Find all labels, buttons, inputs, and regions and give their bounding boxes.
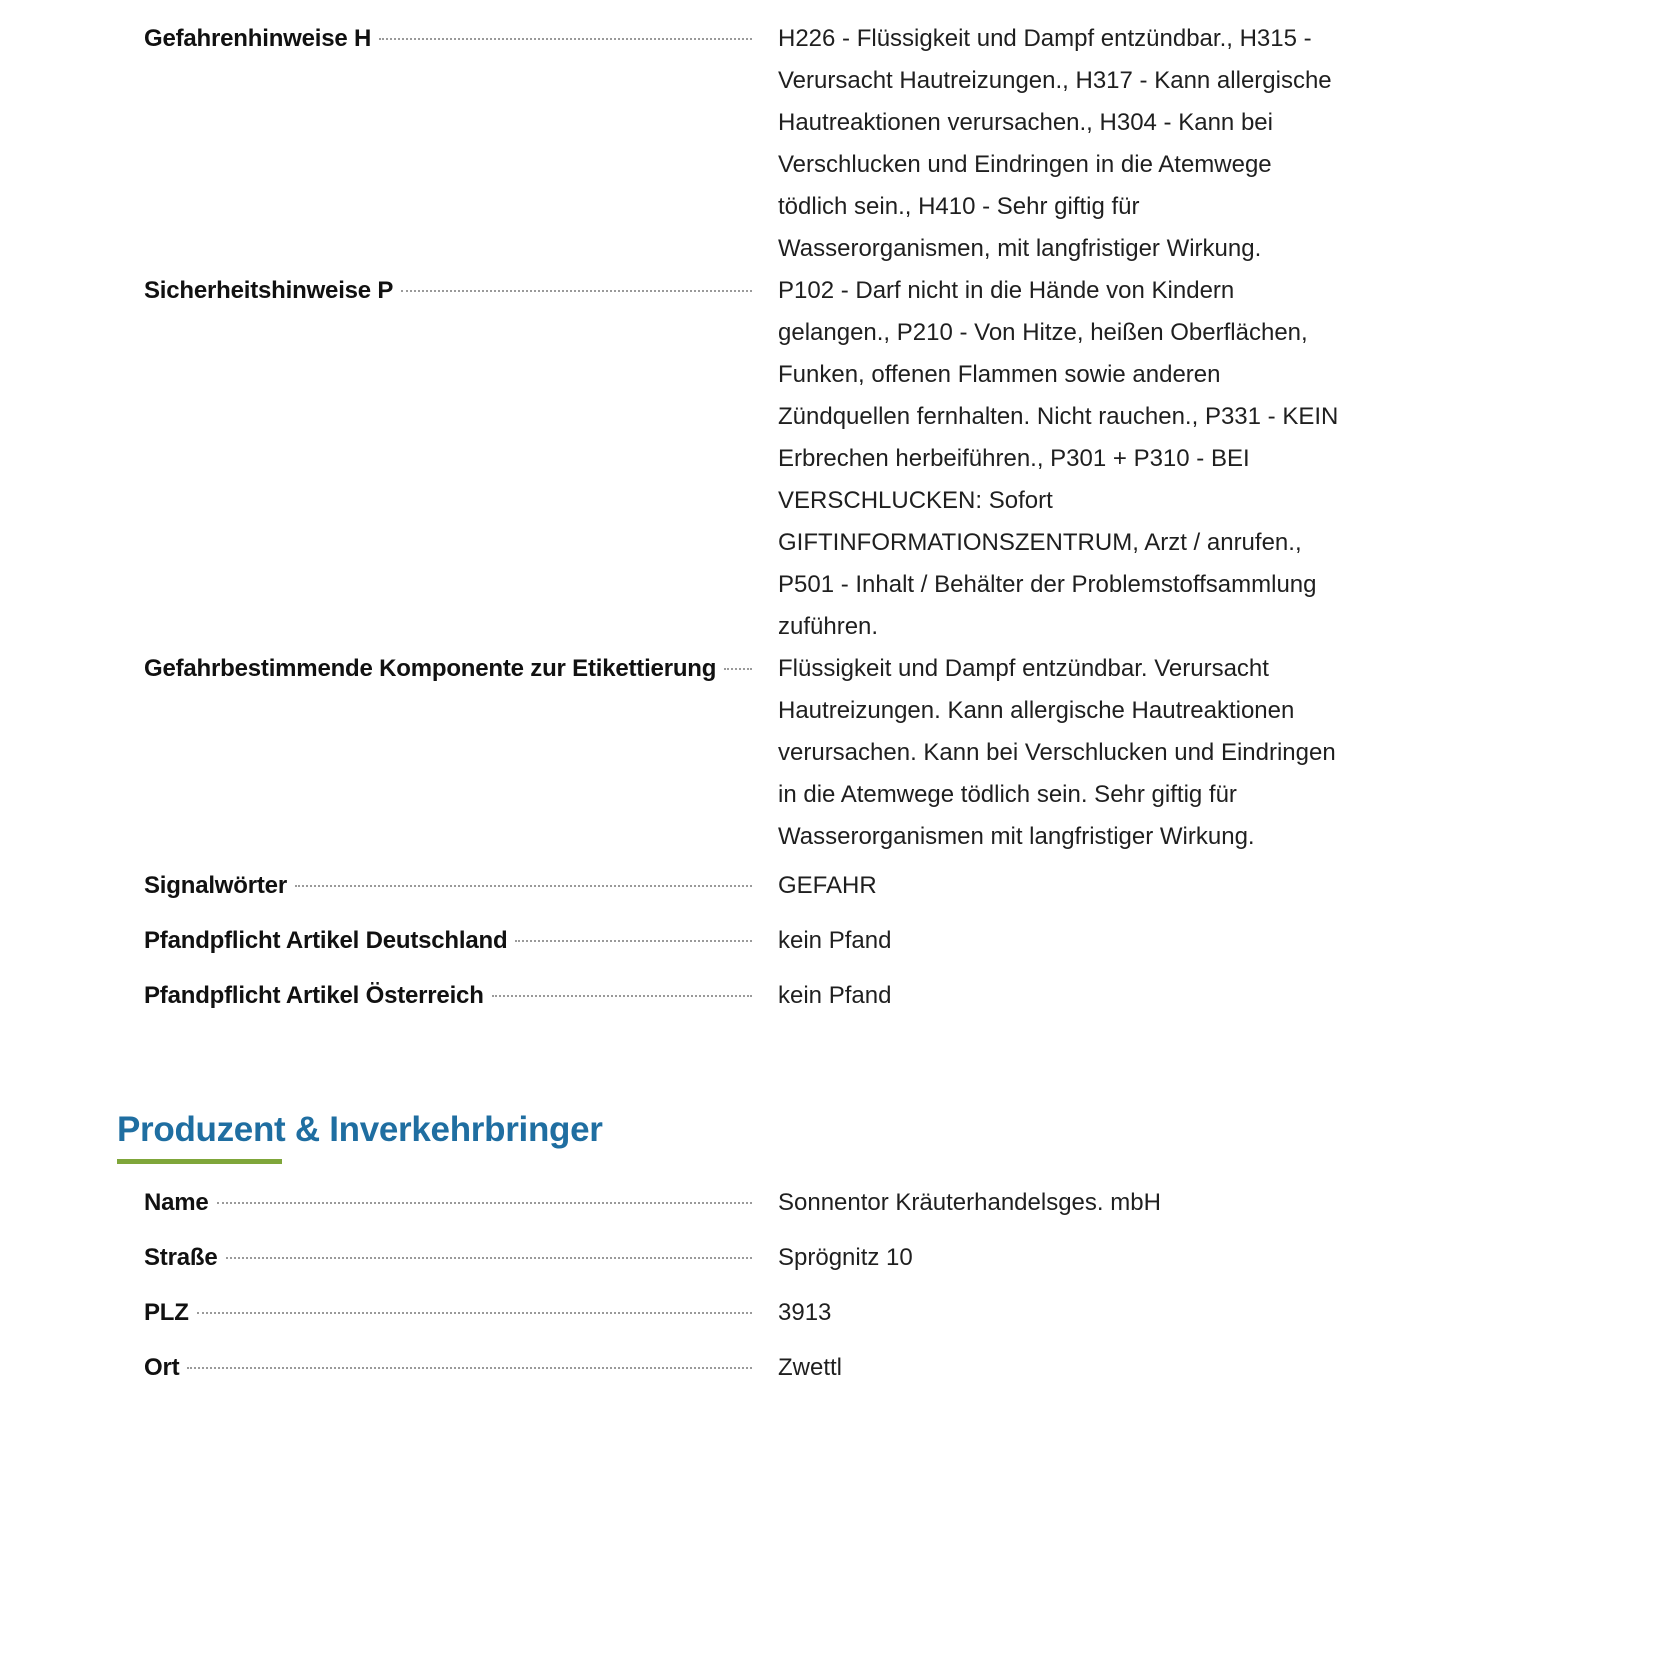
producer-name-row <box>144 1175 1344 1230</box>
dotted-leader <box>492 995 752 997</box>
producer-name-value: Sonnentor Kräuterhandelsges. mbH <box>778 1189 1161 1216</box>
dotted-leader <box>724 668 752 670</box>
dotted-leader <box>187 1367 752 1369</box>
row-label <box>144 1175 752 1230</box>
hazard-statements-label: Gefahrenhinweise H <box>144 25 372 52</box>
hazard-components-value: Flüssigkeit und Dampf entzündbar. Verursacht Hautreizungen. Kann allergische Hautreaktionen verursachen. Kann bei Verschlucken und Eindringen in die Atemwege tödlich sein. Sehr giftig für Wasserorganismen mit langfristiger Wirkung. <box>778 655 1336 850</box>
row-label <box>144 858 752 913</box>
row-label <box>144 1340 752 1395</box>
precautionary-statements-value: P102 - Darf nicht in die Hände von Kindern gelangen., P210 - Von Hitze, heißen Oberflächen, Funken, offenen Flammen sowie anderen Zündquellen fernhalten. Nicht rauchen., P331 - KEIN Erbrechen herbeiführen., P301 + P310 - BEI VERSCHLUCKEN: Sofort GIFTINFORMATIONSZENTRUM, Arzt / anrufen., P501 - Inhalt / Behälter der Problemstoffsammlung zuführen. <box>778 277 1339 640</box>
dotted-leader <box>295 885 752 887</box>
producer-city-row <box>144 1340 1344 1395</box>
deposit-germany-value: kein Pfand <box>778 927 892 954</box>
row-label <box>144 1230 752 1285</box>
deposit-austria-value: kein Pfand <box>778 982 892 1009</box>
producer-postcode-row <box>144 1285 1344 1340</box>
producer-street-value: Sprögnitz 10 <box>778 1244 913 1271</box>
producer-city-value: Zwettl <box>778 1354 843 1381</box>
producer-street-row <box>144 1230 1344 1285</box>
producer-street-label: Straße <box>144 1244 218 1271</box>
producer-city-label: Ort <box>144 1354 180 1381</box>
dotted-leader <box>401 290 752 292</box>
hazard-components-row <box>144 648 1344 858</box>
deposit-austria-row <box>144 968 1344 1023</box>
signal-words-label: Signalwörter <box>144 872 287 899</box>
deposit-austria-label: Pfandpflicht Artikel Österreich <box>144 982 484 1009</box>
section-title-underline <box>117 1159 282 1164</box>
dotted-leader <box>197 1312 752 1314</box>
dotted-leader <box>226 1257 753 1259</box>
row-label <box>144 648 752 690</box>
hazard-info-section <box>144 18 1344 1023</box>
row-label <box>144 18 752 60</box>
deposit-germany-label: Pfandpflicht Artikel Deutschland <box>144 927 508 954</box>
row-label <box>144 270 752 312</box>
producer-postcode-label: PLZ <box>144 1299 189 1326</box>
hazard-statements-row <box>144 18 1344 270</box>
row-label <box>144 913 752 968</box>
producer-section-title: Produzent & Inverkehrbringer <box>117 1110 603 1149</box>
producer-details-section <box>144 1175 1344 1395</box>
signal-words-row <box>144 858 1344 913</box>
row-label <box>144 968 752 1023</box>
signal-words-value: GEFAHR <box>778 872 877 899</box>
precautionary-statements-label: Sicherheitshinweise P <box>144 277 394 304</box>
row-label <box>144 1285 752 1340</box>
deposit-germany-row <box>144 913 1344 968</box>
precautionary-statements-row <box>144 270 1344 648</box>
producer-postcode-value: 3913 <box>778 1299 832 1326</box>
producer-name-label: Name <box>144 1189 209 1216</box>
dotted-leader <box>515 940 752 942</box>
dotted-leader <box>379 38 752 40</box>
hazard-components-label: Gefahrbestimmende Komponente zur Etikettierung <box>144 655 717 682</box>
hazard-statements-value: H226 - Flüssigkeit und Dampf entzündbar., H315 - Verursacht Hautreizungen., H317 - Kann allergische Hautreaktionen verursachen., H304 - Kann bei Verschlucken und Eindringen in die Atemwege tödlich sein., H410 - Sehr giftig für Wasserorganismen, mit langfristiger Wirkung. <box>778 25 1332 262</box>
dotted-leader <box>217 1202 752 1204</box>
